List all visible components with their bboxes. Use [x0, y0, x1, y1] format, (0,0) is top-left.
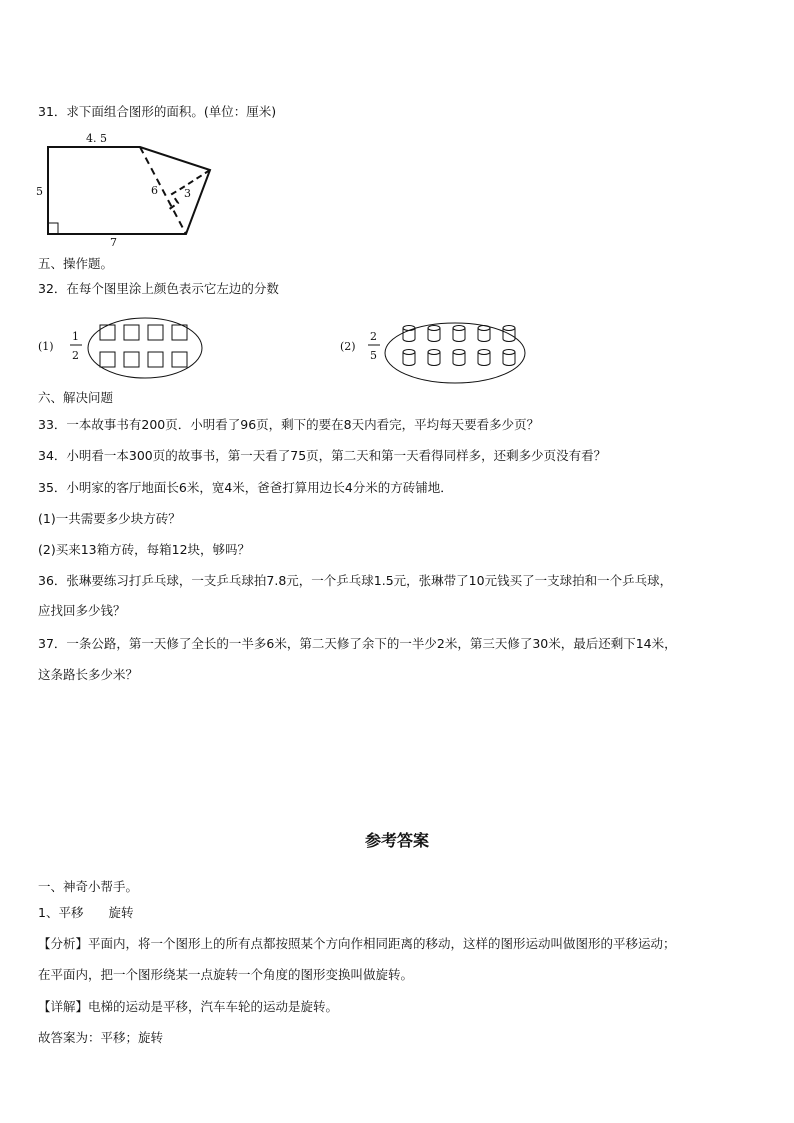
- q34-text: 34．小明看一本300页的故事书，第一天看了75页，第二天和第一天看得同样多，还剩多少页没有看？: [38, 448, 607, 463]
- answers-analysis-line1: 【分析】平面内，将一个图形上的所有点都按照某个方向作相同距离的移动，这样的图形运动叫做图形的平移运动；: [38, 936, 676, 951]
- q35-sub2: (2)买来13箱方砖，每箱12块，够吗？: [38, 542, 251, 557]
- cylinder: [453, 350, 465, 366]
- q37-line1: 37．一条公路，第一天修了全长的一半多6米，第二天修了余下的一半少2米，第三天修了30米，最后还剩下14米，: [38, 636, 677, 651]
- label-left: 5: [36, 185, 43, 198]
- q37-line2: 这条路长多少米？: [38, 667, 139, 682]
- q32-text: 32．在每个图里涂上颜色表示它左边的分数: [38, 281, 279, 296]
- cylinder: [428, 326, 440, 342]
- q35-sub1: (1)一共需要多少块方砖？: [38, 511, 181, 526]
- label-top: 4. 5: [86, 132, 107, 145]
- q31-composite-figure: [30, 128, 230, 250]
- part2-numerator: 2: [370, 330, 377, 343]
- square: [124, 325, 139, 340]
- answers-result: 故答案为：平移；旋转: [38, 1030, 164, 1045]
- part2-label: (2): [340, 340, 356, 353]
- cylinder: [478, 350, 490, 366]
- answers-title: 参考答案: [364, 831, 429, 850]
- part1-oval: [88, 318, 202, 378]
- label-bottom: 7: [110, 236, 117, 249]
- cylinder: [428, 350, 440, 366]
- part1-denominator: 2: [72, 349, 79, 362]
- q31-text: 31．求下面组合图形的面积。(单位：厘米): [38, 104, 277, 119]
- q36-line1: 36．张琳要练习打乒乓球，一支乒乓球拍7.8元，一个乒乓球1.5元，张琳带了10元钱买了一支球拍和一个乒乓球，: [38, 573, 673, 588]
- cylinder: [503, 350, 515, 366]
- cylinder: [453, 326, 465, 342]
- answers-analysis-line2: 在平面内，把一个图形绕某一点旋转一个角度的图形变换叫做旋转。: [38, 967, 414, 982]
- section6-heading: 六、解决问题: [38, 390, 114, 405]
- square: [100, 352, 115, 367]
- part2-denominator: 5: [370, 349, 377, 362]
- answers-section1: 一、神奇小帮手。: [38, 879, 139, 894]
- part1-numerator: 1: [72, 330, 79, 343]
- square: [172, 325, 187, 340]
- q32-part1-figure: [38, 312, 218, 388]
- q36-line2: 应找回多少钱？: [38, 603, 126, 618]
- square: [172, 352, 187, 367]
- square: [148, 352, 163, 367]
- cylinder: [403, 350, 415, 366]
- label-slant: 3: [184, 187, 191, 200]
- part2-cylinders: [403, 326, 515, 366]
- cylinder: [478, 326, 490, 342]
- answers-item1: 1、平移 旋转: [38, 905, 134, 920]
- cylinder: [403, 326, 415, 342]
- q35-text: 35．小明家的客厅地面长6米，宽4米，爸爸打算用边长4分米的方砖铺地．: [38, 480, 453, 495]
- square: [124, 352, 139, 367]
- part2-oval: [385, 323, 525, 383]
- right-angle-mark: [48, 223, 58, 234]
- square: [100, 325, 115, 340]
- square: [148, 325, 163, 340]
- q32-part2-figure: [340, 312, 540, 388]
- answers-detail: 【详解】电梯的运动是平移，汽车车轮的运动是旋转。: [38, 999, 339, 1014]
- q33-text: 33．一本故事书有200页．小明看了96页，剩下的要在8天内看完，平均每天要看多少页？: [38, 417, 540, 432]
- label-height: 6: [151, 184, 158, 197]
- section5-heading: 五、操作题。: [38, 256, 114, 271]
- part1-label: (1): [38, 340, 54, 353]
- part1-squares: [100, 325, 187, 367]
